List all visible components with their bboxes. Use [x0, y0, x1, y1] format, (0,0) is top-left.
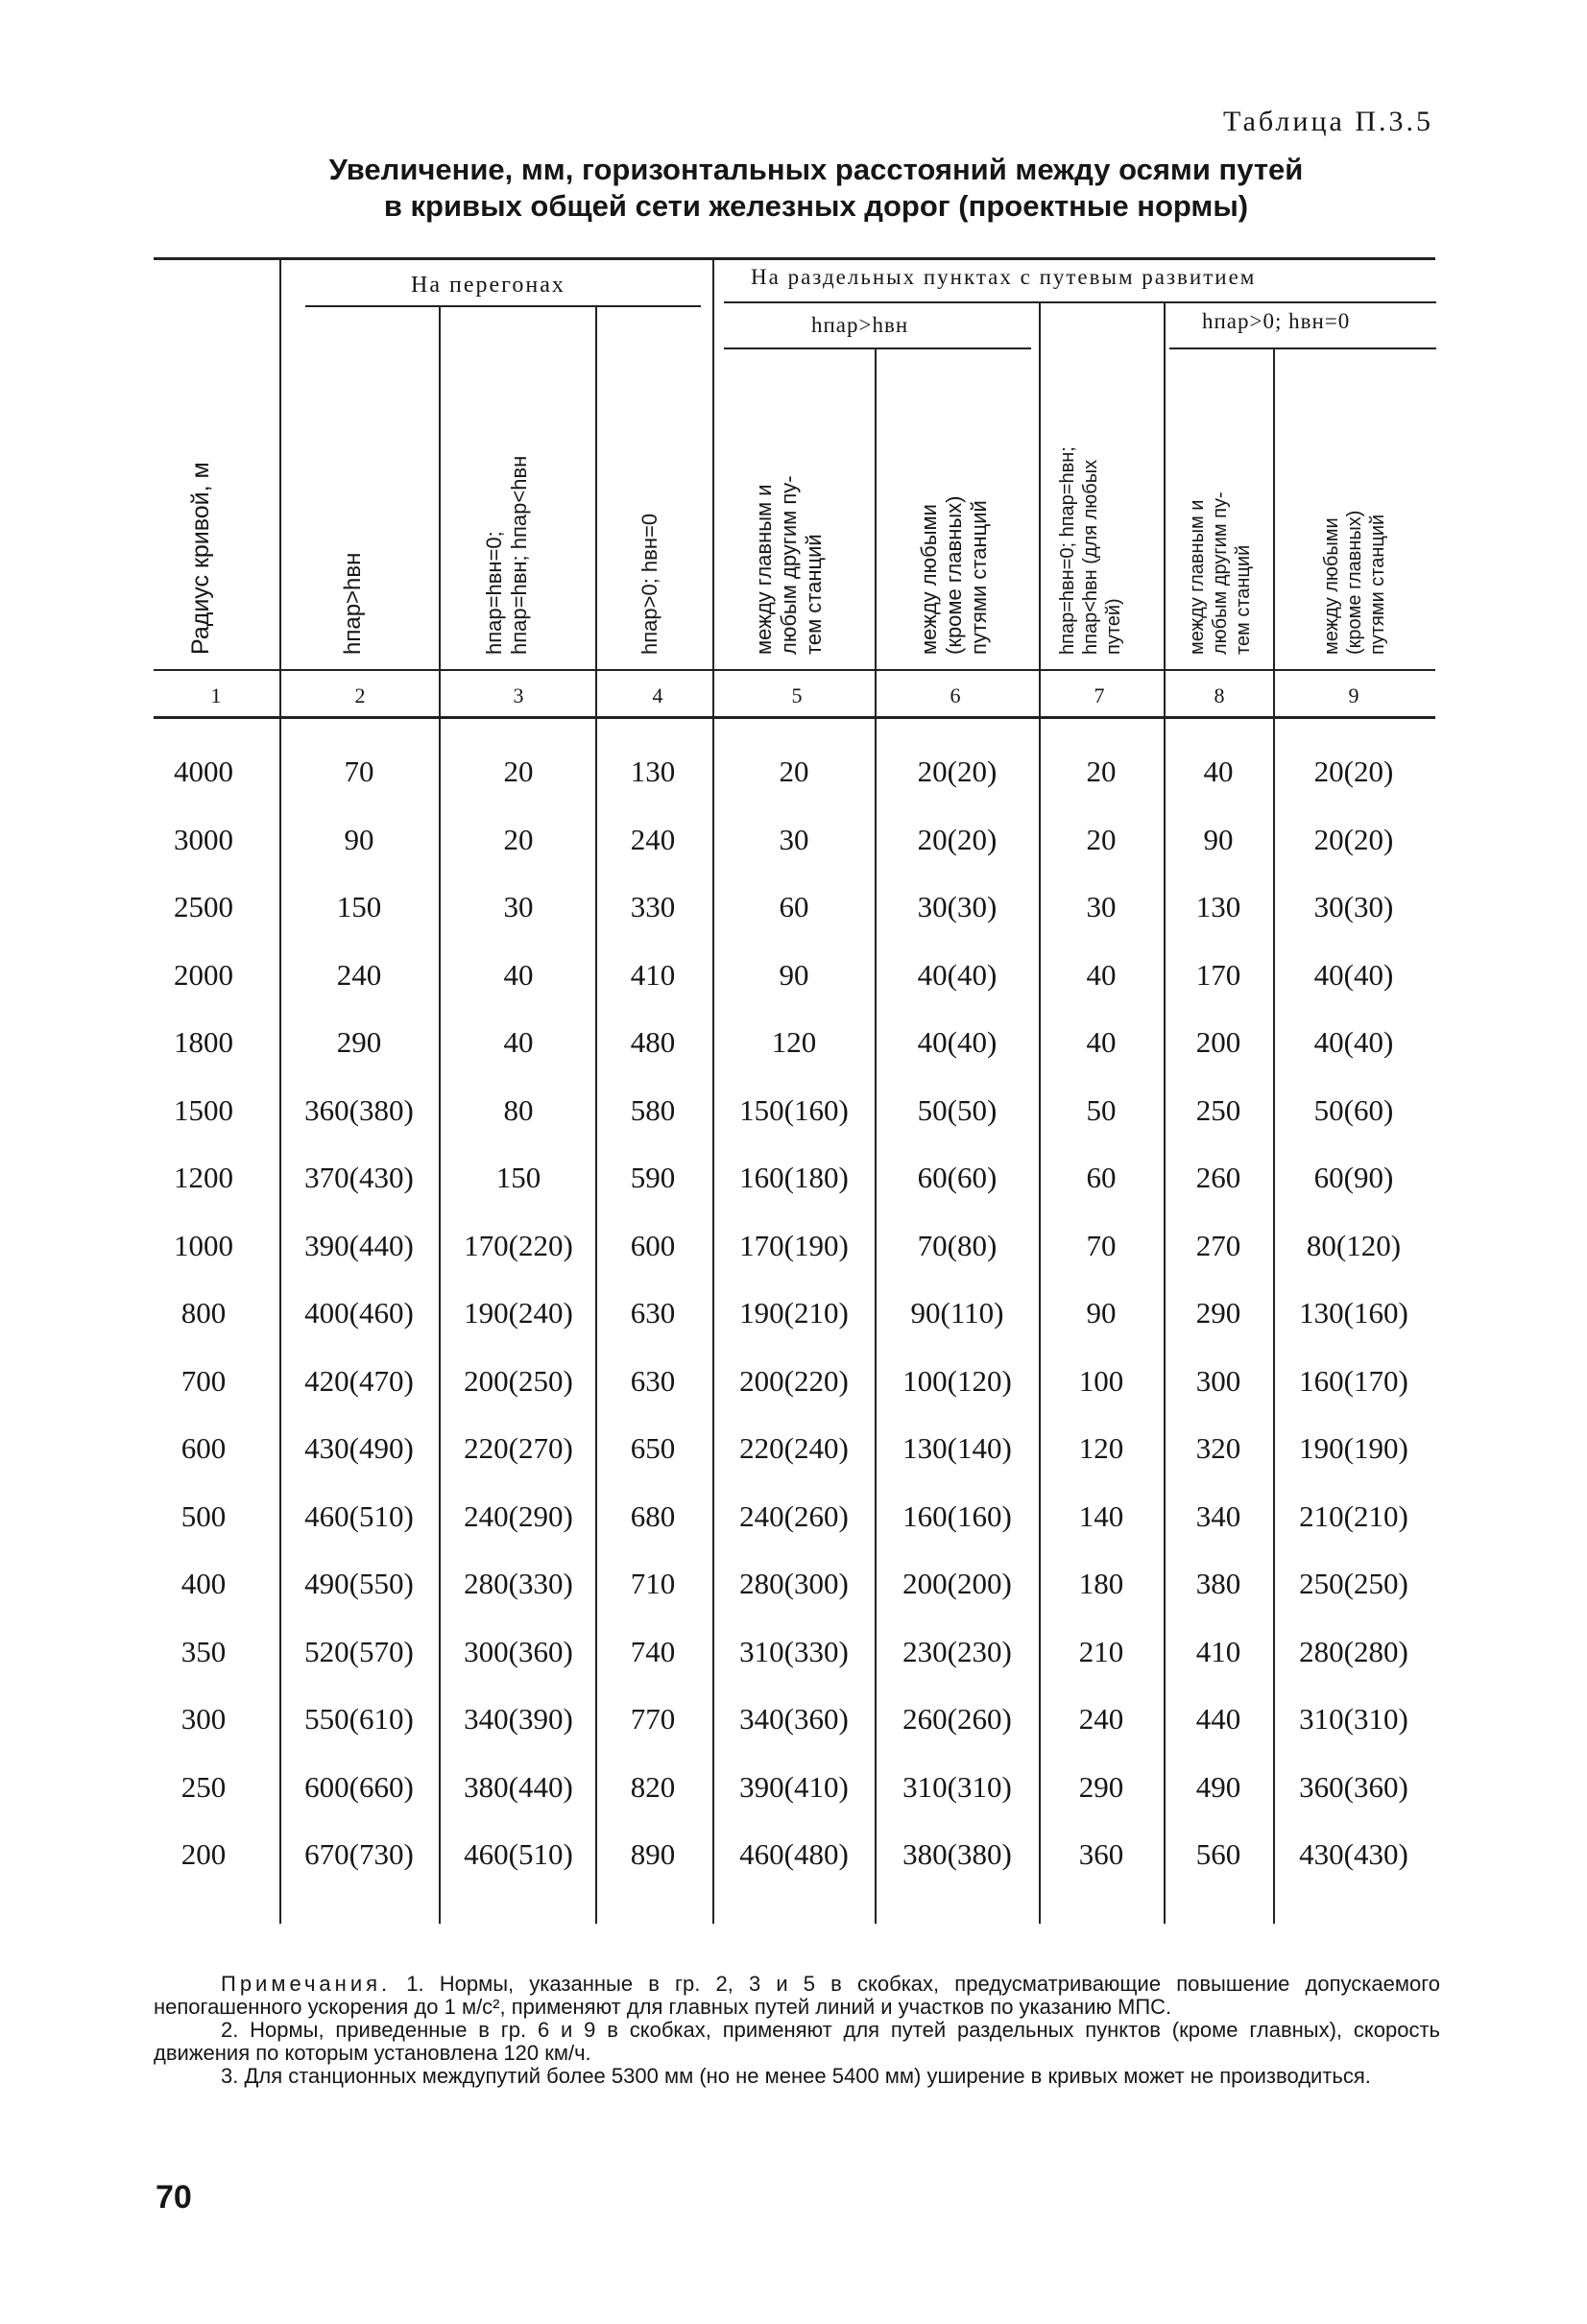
col-divider-2	[439, 305, 441, 1924]
table-cell: 160(170)	[1299, 1363, 1408, 1398]
table-cell: 190(240)	[464, 1296, 573, 1330]
table-cell: 180	[1078, 1567, 1124, 1600]
header-col-4: hпар>0; hвн=0	[637, 513, 661, 655]
table-cell: 200	[1195, 1025, 1241, 1059]
table-cell: 330	[630, 890, 676, 923]
rule-stations-group	[724, 301, 1436, 303]
table-cell: 40	[1086, 1025, 1117, 1059]
table-cell: 250(250)	[1299, 1567, 1408, 1600]
table-cell: 30	[1086, 890, 1117, 923]
table-cell: 150	[495, 1161, 541, 1194]
title-line-2: в кривых общей сети железных дорог (проектные нормы)	[383, 189, 1249, 223]
table-cell: 30	[779, 822, 809, 856]
radius-cell: 400	[180, 1567, 227, 1600]
table-cell: 580	[630, 1092, 676, 1127]
table-cell: 360(360)	[1299, 1769, 1408, 1804]
table-cell: 30(30)	[917, 890, 998, 923]
table-cell: 890	[630, 1837, 676, 1871]
table-cell: 290	[336, 1025, 382, 1059]
table-cell: 70	[344, 755, 374, 788]
radius-cell: 350	[180, 1634, 227, 1668]
table-cell: 770	[630, 1702, 676, 1736]
col-number: 6	[950, 683, 961, 707]
table-cell: 370(430)	[304, 1161, 414, 1194]
rule-sub-hpar	[724, 347, 1031, 349]
table-cell: 60	[1086, 1161, 1117, 1194]
col-divider-6	[1039, 301, 1041, 1924]
table-cell: 340	[1195, 1498, 1241, 1533]
table-cell: 200(220)	[739, 1363, 849, 1398]
table-cell: 360	[1078, 1837, 1124, 1871]
rule-sub-hpar0	[1169, 347, 1436, 349]
table-cell: 200(250)	[464, 1363, 573, 1398]
table-cell: 40	[1203, 755, 1234, 788]
table-cell: 40(40)	[917, 1025, 998, 1059]
col-number: 4	[652, 683, 663, 707]
table-cell: 30(30)	[1313, 890, 1394, 923]
table-cell: 20	[503, 755, 534, 788]
header-group-stations: На раздельных пунктах с путевым развитием	[751, 265, 1257, 289]
header-col-9: между любыми (кроме главных) путями станций	[1321, 510, 1388, 655]
col-number: 3	[513, 683, 524, 707]
table-cell: 390(440)	[304, 1228, 414, 1262]
table-cell: 60	[779, 890, 809, 923]
table-cell: 380(380)	[902, 1837, 1012, 1871]
col-divider-5	[875, 347, 877, 1924]
radius-cell: 700	[180, 1363, 227, 1398]
page-number: 70	[156, 2179, 192, 2216]
table-cell: 50(50)	[917, 1092, 998, 1127]
table-cell: 170(190)	[739, 1228, 849, 1262]
table-cell: 170	[1195, 957, 1241, 992]
table-cell: 30	[503, 890, 534, 923]
radius-cell: 3000	[174, 822, 233, 856]
table-cell: 520(570)	[304, 1634, 414, 1668]
table-cell: 20(20)	[1313, 822, 1394, 856]
table-cell: 240	[630, 822, 676, 856]
note-2: 2. Нормы, приведенные в гр. 6 и 9 в скобках, применяют для путей раздельных пунктов (кроме главных), скорость движения по которым установлена 120 км/ч.	[154, 2018, 1440, 2065]
col-divider-7	[1164, 301, 1166, 1924]
table-cell: 310(310)	[902, 1769, 1012, 1804]
col-number: 5	[791, 683, 803, 707]
radius-cell: 600	[180, 1431, 227, 1465]
table-cell: 120	[771, 1025, 817, 1059]
table-cell: 490	[1195, 1769, 1241, 1804]
table-cell: 710	[630, 1567, 676, 1600]
table-cell: 70(80)	[917, 1228, 998, 1262]
header-col-8: между главным и любым другим пу- тем станций	[1187, 491, 1254, 655]
table-cell: 300(360)	[464, 1634, 573, 1668]
table-cell: 280(330)	[464, 1567, 573, 1600]
table-cell: 340(360)	[739, 1702, 849, 1736]
header-col-1: Радиус кривой, м	[187, 462, 214, 655]
table-cell: 360(380)	[304, 1092, 414, 1127]
rule-spans-group	[305, 305, 701, 307]
notes-lead: Примечания.	[221, 1972, 392, 1996]
table-title	[259, 152, 1373, 225]
table-cell: 260(260)	[902, 1702, 1012, 1736]
table-cell: 40(40)	[1313, 1025, 1394, 1059]
table-cell: 130(160)	[1299, 1296, 1408, 1330]
table-cell: 40(40)	[1313, 957, 1394, 992]
table-cell: 100	[1078, 1363, 1124, 1398]
table-cell: 20	[503, 822, 534, 856]
table-cell: 130	[630, 755, 676, 788]
table-cell: 740	[630, 1634, 676, 1668]
header-col-3: hпар=hвн=0; hпар=hвн; hпар<hвн	[482, 455, 531, 655]
col-number: 8	[1214, 683, 1225, 707]
table-cell: 160(160)	[902, 1498, 1012, 1533]
table-cell: 190(210)	[739, 1296, 849, 1330]
table-cell: 560	[1195, 1837, 1241, 1871]
notes	[154, 1973, 1440, 2088]
table-cell: 460(480)	[739, 1837, 849, 1871]
table-cell: 40	[503, 1025, 534, 1059]
radius-cell: 2000	[174, 957, 233, 992]
radius-cell: 1800	[174, 1025, 233, 1059]
table-cell: 280(300)	[739, 1567, 849, 1600]
table-cell: 90	[1203, 822, 1234, 856]
table-cell: 60(90)	[1313, 1161, 1394, 1194]
table-cell: 490(550)	[304, 1567, 414, 1600]
table-cell: 430(430)	[1299, 1837, 1408, 1871]
table-cell: 130	[1195, 890, 1241, 923]
radius-cell: 250	[180, 1769, 227, 1804]
table-cell: 160(180)	[739, 1161, 849, 1194]
header-col-6: между любыми (кроме главных) путями станций	[917, 495, 991, 655]
table-cell: 550(610)	[304, 1702, 414, 1736]
rule-numbers-bottom	[154, 716, 1435, 719]
table-cell: 190(190)	[1299, 1431, 1408, 1465]
radius-cell: 2500	[174, 890, 233, 923]
table-cell: 310(310)	[1299, 1702, 1408, 1736]
table-cell: 260	[1195, 1161, 1241, 1194]
table-cell: 680	[630, 1498, 676, 1533]
col-number: 7	[1094, 683, 1105, 707]
col-number: 1	[210, 683, 222, 707]
note-1	[154, 1973, 1440, 2019]
table-cell: 270	[1195, 1228, 1241, 1262]
table-cell: 410	[1195, 1634, 1241, 1668]
table-cell: 170(220)	[464, 1228, 573, 1262]
table-cell: 140	[1078, 1498, 1124, 1533]
table-cell: 130(140)	[902, 1431, 1012, 1465]
table-cell: 100(120)	[902, 1363, 1012, 1398]
table-cell: 380(440)	[464, 1769, 573, 1804]
table-cell: 600(660)	[304, 1769, 414, 1804]
table-cell: 50	[1086, 1092, 1117, 1127]
table-label: Таблица П.3.5	[1223, 106, 1433, 137]
radius-cell: 300	[180, 1702, 227, 1736]
table-cell: 40	[503, 957, 534, 992]
col-divider-8	[1273, 347, 1275, 1924]
table-cell: 60(60)	[917, 1161, 998, 1194]
radius-cell: 200	[180, 1837, 227, 1871]
table-cell: 20(20)	[917, 755, 998, 788]
header-col-2: hпар>hвн	[340, 552, 366, 655]
radius-cell: 1000	[174, 1228, 233, 1262]
table-cell: 90	[344, 822, 374, 856]
radius-cell: 800	[180, 1296, 227, 1330]
header-sub-hpar-gt0: hпар>0; hвн=0	[1202, 309, 1351, 333]
table-cell: 240	[336, 957, 382, 992]
table-cell: 150	[336, 890, 382, 923]
table-cell: 310(330)	[739, 1634, 849, 1668]
table-cell: 670(730)	[304, 1837, 414, 1871]
table-cell: 820	[630, 1769, 676, 1804]
table-cell: 590	[630, 1161, 676, 1194]
table-cell: 300	[1195, 1363, 1241, 1398]
header-group-spans: На перегонах	[411, 273, 565, 298]
table-cell: 410	[630, 957, 676, 992]
table-cell: 280(280)	[1299, 1634, 1408, 1668]
col-divider-4	[712, 257, 714, 1924]
table-cell: 240(290)	[464, 1498, 573, 1533]
table-cell: 240	[1078, 1702, 1124, 1736]
table-cell: 650	[630, 1431, 676, 1465]
table-cell: 40(40)	[917, 957, 998, 992]
table-cell: 240(260)	[739, 1498, 849, 1533]
table-cell: 90	[1086, 1296, 1117, 1330]
table-cell: 230(230)	[902, 1634, 1012, 1668]
table-cell: 220(270)	[464, 1431, 573, 1465]
note-1-text: 1. Нормы, указанные в гр. 2, 3 и 5 в скобках, предусматривающие повышение допускаемого непогашенного ускорения до 1 м/с², применяют для главных путей линий и участков по указанию МПС.	[154, 1972, 1440, 2019]
radius-cell: 500	[180, 1498, 227, 1533]
table-cell: 480	[630, 1025, 676, 1059]
table-cell: 70	[1086, 1228, 1117, 1262]
table-cell: 80(120)	[1306, 1228, 1402, 1262]
table-cell: 20	[1086, 822, 1117, 856]
table-cell: 80	[503, 1092, 534, 1127]
header-sub-hpar-gt-hvn: hпар>hвн	[811, 313, 909, 337]
table-cell: 340(390)	[464, 1702, 573, 1736]
header-col-5: между главным и любым другим пу- тем станций	[752, 475, 826, 655]
col-divider-1	[279, 257, 281, 1924]
table-cell: 420(470)	[304, 1363, 414, 1398]
note-3: 3. Для станционных междупутий более 5300 мм (но не менее 5400 мм) уширение в кривых может не производиться.	[221, 2064, 1371, 2088]
table-cell: 20(20)	[1313, 755, 1394, 788]
table-cell: 220(240)	[739, 1431, 849, 1465]
table-cell: 20	[1086, 755, 1117, 788]
radius-cell: 1500	[174, 1092, 233, 1127]
table-cell: 200(200)	[902, 1567, 1012, 1600]
table-cell: 600	[630, 1228, 676, 1262]
table-cell: 320	[1195, 1431, 1241, 1465]
table-cell: 290	[1078, 1769, 1124, 1804]
table-cell: 50(60)	[1313, 1092, 1394, 1127]
table-cell: 90(110)	[910, 1296, 1004, 1330]
table-top-rule	[154, 257, 1435, 260]
table-cell: 120	[1078, 1431, 1124, 1465]
table-cell: 430(490)	[304, 1431, 414, 1465]
table-cell: 440	[1195, 1702, 1241, 1736]
table-cell: 460(510)	[464, 1837, 573, 1871]
radius-cell: 4000	[174, 755, 233, 788]
table-cell: 290	[1195, 1296, 1241, 1330]
col-number: 2	[354, 683, 366, 707]
table-cell: 460(510)	[304, 1498, 414, 1533]
table-cell: 20	[779, 755, 809, 788]
header-col-7: hпар=hвн=0; hпар=hвн; hпар<hвн (для любых путей)	[1057, 446, 1124, 655]
table-cell: 630	[630, 1363, 676, 1398]
rule-header-bottom	[154, 669, 1435, 671]
table-cell: 390(410)	[739, 1769, 849, 1804]
table-cell: 630	[630, 1296, 676, 1330]
table-cell: 380	[1195, 1567, 1241, 1600]
table-cell: 210	[1078, 1634, 1124, 1668]
table-cell: 40	[1086, 957, 1117, 992]
table-cell: 210(210)	[1299, 1498, 1408, 1533]
table-cell: 400(460)	[304, 1296, 414, 1330]
table-cell: 20(20)	[917, 822, 998, 856]
radius-cell: 1200	[174, 1161, 233, 1194]
table-cell: 90	[779, 957, 809, 992]
table-cell: 250	[1195, 1092, 1241, 1127]
title-line-1: Увеличение, мм, горизонтальных расстояний между осями путей	[328, 153, 1304, 186]
table-cell: 150(160)	[739, 1092, 849, 1127]
col-number: 9	[1348, 683, 1359, 707]
col-divider-3	[595, 305, 597, 1924]
